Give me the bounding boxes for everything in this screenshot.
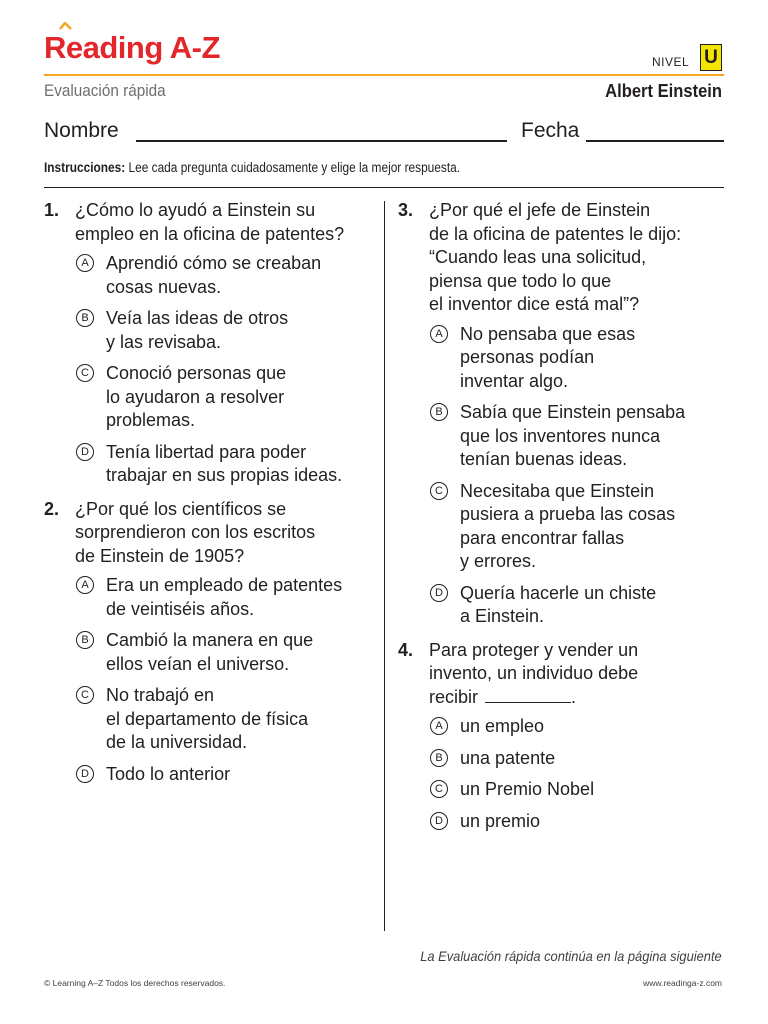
option-b[interactable] — [75, 307, 364, 354]
question-text: ¿Por qué el jefe de Einstein de la oficina de patentes le dijo: “Cuando leas una solicitud, piensa que todo lo que el inventor dice está mal”? — [429, 200, 682, 314]
assessment-subtitle: Evaluación rápida — [44, 81, 166, 100]
question-number: 4. — [398, 639, 414, 660]
answer-bubble-b[interactable]: B — [76, 309, 94, 327]
option-c[interactable] — [429, 480, 718, 574]
fill-in-blank[interactable] — [485, 702, 571, 703]
option-text: No trabajó en el departamento de física de la universidad. — [106, 685, 309, 752]
level-label: NIVEL — [652, 55, 690, 69]
option-a[interactable] — [429, 323, 718, 394]
option-a[interactable] — [75, 252, 364, 299]
website-link[interactable]: www.readinga-z.com — [643, 978, 722, 988]
answer-bubble-c[interactable]: C — [76, 364, 94, 382]
copyright-text: © Learning A–Z Todos los derechos reservados. — [44, 978, 226, 988]
answer-bubble-b[interactable]: B — [76, 631, 94, 649]
name-input-line[interactable] — [136, 140, 507, 142]
reading-az-logo — [44, 30, 220, 66]
answer-bubble-b[interactable]: B — [430, 403, 448, 421]
option-d[interactable] — [75, 441, 364, 488]
option-text: Conoció personas que lo ayudaron a resolver problemas. — [106, 363, 287, 430]
option-text: Quería hacerle un chiste a Einstein. — [460, 582, 657, 626]
option-d[interactable] — [429, 810, 718, 834]
date-label: Fecha — [521, 119, 580, 142]
option-text: Cambió la manera en que ellos veían el universo. — [106, 630, 314, 674]
option-text: un premio — [460, 810, 541, 831]
question-text-main: Para proteger y vender un invento, un individuo debe recibir — [429, 639, 639, 707]
option-d[interactable] — [75, 763, 364, 787]
question-text-end: . — [571, 686, 577, 707]
answer-bubble-a[interactable]: A — [430, 325, 448, 343]
question-1 — [44, 199, 364, 488]
question-2 — [44, 498, 364, 787]
answer-bubble-b[interactable]: B — [430, 749, 448, 767]
answer-bubble-a[interactable]: A — [76, 254, 94, 272]
answer-bubble-a[interactable]: A — [76, 576, 94, 594]
option-text: Aprendió cómo se creaban cosas nuevas. — [106, 253, 322, 297]
answer-bubble-a[interactable]: A — [430, 717, 448, 735]
logo-accent-icon — [59, 22, 72, 30]
question-text: ¿Cómo lo ayudó a Einstein su empleo en la oficina de patentes? — [75, 200, 345, 244]
answer-bubble-d[interactable]: D — [430, 584, 448, 602]
question-text: ¿Por qué los científicos se sorprendieron con los escritos de Einstein de 1905? — [75, 498, 316, 566]
option-text: No pensaba que esas personas podían inventar algo. — [460, 323, 636, 391]
header-rule — [44, 74, 724, 76]
option-text: una patente — [460, 747, 556, 768]
date-input-line[interactable] — [586, 140, 724, 142]
left-column — [44, 199, 364, 786]
option-text: un empleo — [460, 716, 545, 736]
question-4 — [398, 639, 718, 834]
option-text: Era un empleado de patentes de veintiséis años. — [106, 575, 343, 619]
question-number: 1. — [44, 200, 60, 220]
book-title: Albert Einstein — [605, 81, 722, 101]
column-divider — [384, 201, 385, 931]
option-c[interactable] — [429, 778, 718, 802]
option-a[interactable] — [75, 574, 364, 621]
option-text: Todo lo anterior — [106, 763, 231, 784]
option-c[interactable] — [75, 684, 364, 755]
option-text: un Premio Nobel — [460, 779, 595, 799]
answer-bubble-c[interactable]: C — [430, 780, 448, 798]
answer-bubble-c[interactable]: C — [76, 686, 94, 704]
level-badge: U — [700, 44, 722, 71]
instructions-label: Instrucciones: — [44, 160, 126, 175]
instructions-text: Lee cada pregunta cuidadosamente y elige la mejor respuesta. — [125, 160, 461, 175]
option-text: Sabía que Einstein pensaba que los inventores nunca tenían buenas ideas. — [460, 402, 686, 469]
section-divider — [44, 187, 724, 188]
option-a[interactable] — [429, 715, 718, 739]
option-b[interactable] — [429, 401, 718, 472]
answer-bubble-d[interactable]: D — [76, 765, 94, 783]
option-c[interactable] — [75, 362, 364, 433]
question-text — [429, 639, 718, 710]
question-number: 2. — [44, 498, 60, 519]
option-b[interactable] — [429, 747, 718, 771]
logo-text: Reading A-Z — [44, 30, 220, 65]
option-text: Necesitaba que Einstein pusiera a prueba las cosas para encontrar fallas y errores. — [460, 480, 676, 571]
instructions — [44, 160, 460, 175]
option-text: Tenía libertad para poder trabajar en sus propias ideas. — [106, 441, 343, 485]
right-column — [398, 199, 718, 833]
name-label: Nombre — [44, 119, 119, 142]
continue-notice: La Evaluación rápida continúa en la página siguiente — [420, 948, 722, 964]
answer-bubble-c[interactable]: C — [430, 482, 448, 500]
option-b[interactable] — [75, 629, 364, 676]
answer-bubble-d[interactable]: D — [430, 812, 448, 830]
option-d[interactable] — [429, 582, 718, 629]
option-text: Veía las ideas de otros y las revisaba. — [106, 308, 289, 352]
question-3 — [398, 199, 718, 629]
answer-bubble-d[interactable]: D — [76, 443, 94, 461]
question-number: 3. — [398, 200, 414, 220]
